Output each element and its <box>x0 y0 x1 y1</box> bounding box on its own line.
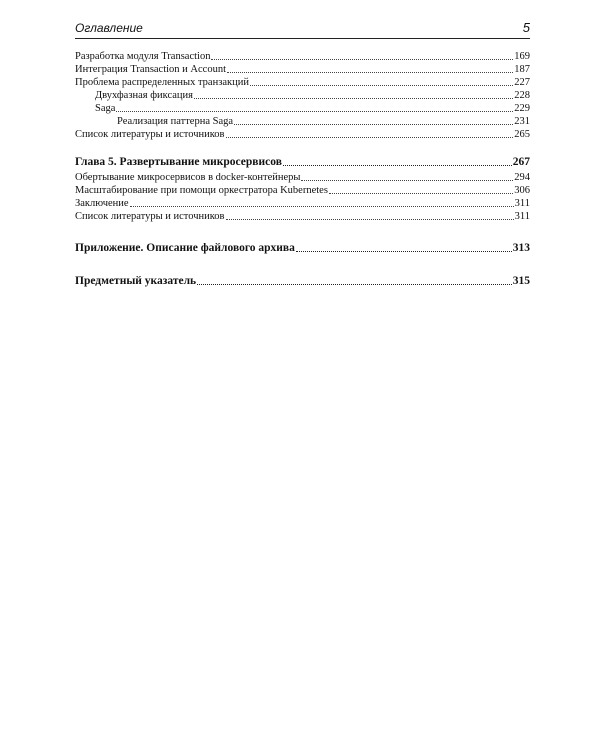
toc-entry-page: 311 <box>514 198 530 209</box>
toc-entry-label: Двухфазная фиксация <box>95 90 193 101</box>
toc-entry[interactable] <box>75 63 530 76</box>
toc-leader-dots <box>116 102 513 112</box>
toc-leader-dots <box>296 241 512 252</box>
toc-subject-index[interactable] <box>75 274 530 289</box>
toc-entry-page: 294 <box>514 172 530 183</box>
toc-entry[interactable] <box>75 171 530 184</box>
toc-leader-dots <box>250 76 513 86</box>
toc-entry-page: 187 <box>514 64 530 75</box>
toc-chapter-label: Глава 5. Развертывание микросервисов <box>75 156 282 168</box>
toc-leader-dots <box>194 89 513 99</box>
table-of-contents <box>75 50 530 290</box>
toc-entry[interactable] <box>75 50 530 63</box>
header-page-number: 5 <box>522 20 530 35</box>
toc-entry-page: 306 <box>514 185 530 196</box>
toc-entry-label: Заключение <box>75 198 129 209</box>
toc-entry-page: 228 <box>514 90 530 101</box>
toc-entry[interactable] <box>75 115 530 128</box>
toc-leader-dots <box>283 155 512 166</box>
toc-leader-dots <box>130 197 514 207</box>
toc-appendix-label: Приложение. Описание файлового архива <box>75 242 295 254</box>
toc-entry-label: Saga <box>95 103 116 114</box>
toc-leader-dots <box>226 210 514 220</box>
toc-leader-dots <box>227 63 513 73</box>
toc-leader-dots <box>234 115 513 125</box>
toc-appendix[interactable] <box>75 241 530 256</box>
toc-entry-label: Разработка модуля Transaction <box>75 51 211 62</box>
toc-entry-page: 227 <box>514 77 530 88</box>
toc-entry-label: Список литературы и источников <box>75 129 225 140</box>
toc-entry[interactable] <box>75 210 530 223</box>
toc-chapter-5[interactable] <box>75 155 530 170</box>
toc-index-page: 315 <box>512 275 530 287</box>
toc-entry-label: Реализация паттерна Saga <box>117 116 234 127</box>
toc-leader-dots <box>226 128 514 138</box>
toc-entry[interactable] <box>75 102 530 115</box>
running-header <box>75 20 530 39</box>
toc-entry-page: 169 <box>514 51 530 62</box>
toc-entry-page: 311 <box>514 211 530 222</box>
toc-entry-page: 265 <box>514 129 530 140</box>
toc-leader-dots <box>211 50 513 60</box>
toc-entry-label: Обертывание микросервисов в docker-контейнеры <box>75 172 301 183</box>
toc-entry-label: Список литературы и источников <box>75 211 225 222</box>
toc-entry[interactable] <box>75 184 530 197</box>
toc-chapter-page: 267 <box>512 156 530 168</box>
toc-entry-label: Проблема распределенных транзакций <box>75 77 249 88</box>
toc-entry[interactable] <box>75 197 530 210</box>
toc-index-label: Предметный указатель <box>75 275 197 287</box>
toc-entry-label: Масштабирование при помощи оркестратора Kubernetes <box>75 185 328 196</box>
toc-leader-dots <box>197 274 512 285</box>
toc-entry[interactable] <box>75 128 530 141</box>
toc-entry[interactable] <box>75 89 530 102</box>
toc-entry-page: 231 <box>514 116 530 127</box>
toc-entry[interactable] <box>75 76 530 89</box>
toc-leader-dots <box>301 171 513 181</box>
toc-appendix-page: 313 <box>512 242 530 254</box>
toc-leader-dots <box>329 184 513 194</box>
toc-entry-page: 229 <box>514 103 530 114</box>
toc-entry-label: Интеграция Transaction и Account <box>75 64 226 75</box>
header-title: Оглавление <box>75 21 143 35</box>
